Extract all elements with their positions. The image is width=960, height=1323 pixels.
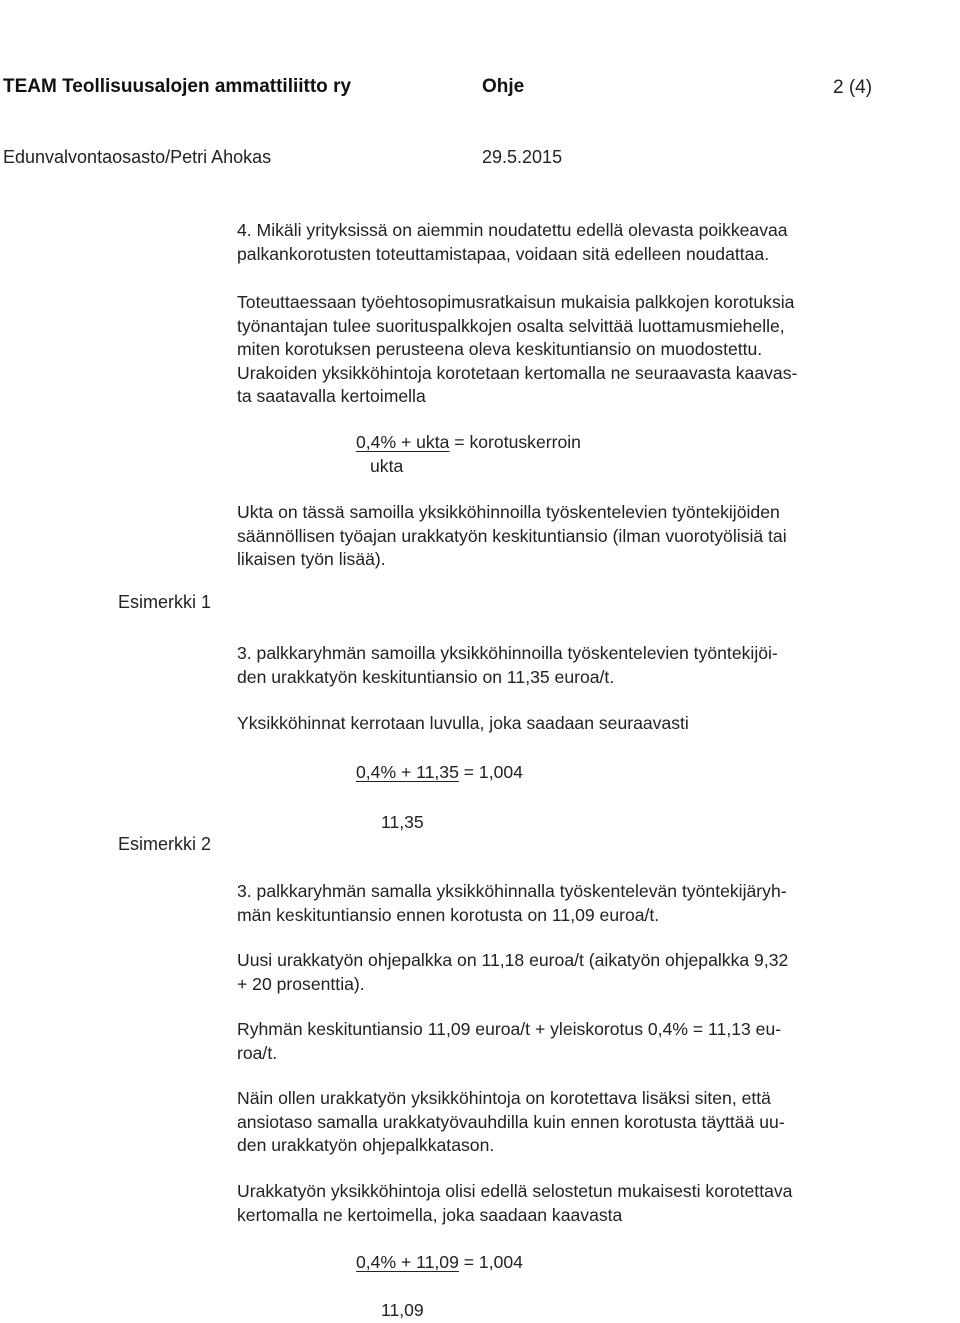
section-4-paragraph	[237, 219, 877, 266]
formula-result: = korotuskerroin	[449, 432, 581, 452]
formula-numerator: 0,4% + 11,35	[356, 762, 459, 782]
text-line: män keskituntiansio ennen korotusta on 11,09 euroa/t.	[237, 904, 660, 925]
text-line: likaisen työn lisää).	[237, 549, 386, 569]
example-1-formula	[356, 762, 523, 783]
text-line: työnantajan tulee suorituspalkkojen osalta selvittää luottamusmiehelle,	[237, 315, 785, 336]
example-2-formula	[356, 1252, 523, 1273]
organization-name: TEAM Teollisuusalojen ammattiliitto ry	[3, 76, 352, 97]
example-2-label: Esimerkki 2	[118, 834, 212, 854]
text-line: ta saatavalla kertoimella	[237, 386, 426, 406]
text-line: Näin ollen urakkatyön yksikköhintoja on korotettava lisäksi siten, että	[237, 1088, 771, 1108]
text-line: ansiotaso samalla urakkatyövauhdilla kuin ennen korotusta täyttää uu-	[237, 1111, 785, 1132]
formula-denominator: 11,09	[381, 1300, 424, 1320]
example-2-paragraph-2	[237, 949, 877, 996]
example-1-multiplier-text: Yksikköhinnat kerrotaan luvulla, joka saadaan seuraavasti	[237, 713, 689, 733]
formula-numerator: 0,4% + ukta	[356, 432, 450, 452]
text-line: 3. palkkaryhmän samoilla yksikköhinnoilla työskentelevien työntekijöi-	[237, 643, 778, 663]
text-line: kertomalla ne kertoimella, joka saadaan kaavasta	[237, 1204, 623, 1225]
formula-denominator: ukta	[370, 456, 404, 476]
text-line: 4. Mikäli yrityksissä on aiemmin noudatettu edellä olevasta poikkeavaa	[237, 220, 788, 240]
example-2-paragraph-5	[237, 1180, 877, 1227]
formula-numerator: 0,4% + 11,09	[356, 1252, 459, 1272]
page-number: 2 (4)	[833, 77, 873, 98]
formula-korotuskerroin	[356, 432, 581, 453]
document-type: Ohje	[482, 76, 525, 97]
formula-denominator: 11,35	[381, 812, 424, 832]
ukta-definition	[237, 501, 877, 572]
formula-result: = 1,004	[458, 762, 523, 782]
example-1-paragraph	[237, 642, 877, 689]
text-line: den urakkatyön ohjepalkkatason.	[237, 1135, 495, 1155]
text-line: miten korotuksen perusteena oleva keskituntiansio on muodostettu.	[237, 339, 763, 359]
department: Edunvalvontaosasto/Petri Ahokas	[3, 147, 272, 167]
example-1-label: Esimerkki 1	[118, 592, 212, 612]
text-line: den urakkatyön keskituntiansio on 11,35 euroa/t.	[237, 666, 615, 687]
text-line: roa/t.	[237, 1042, 278, 1063]
text-line: Toteuttaessaan työehtosopimusratkaisun mukaisia palkkojen korotuksia	[237, 292, 795, 312]
text-line: palkankorotusten toteuttamistapaa, voidaan sitä edelleen noudattaa.	[237, 243, 770, 264]
text-line: 3. palkkaryhmän samalla yksikköhinnalla työskentelevän työntekijäryh-	[237, 881, 787, 901]
text-line: Ukta on tässä samoilla yksikköhinnoilla työskentelevien työntekijöiden	[237, 502, 780, 522]
document-date: 29.5.2015	[482, 147, 563, 167]
text-line: Urakkatyön yksikköhintoja olisi edellä selostetun mukaisesti korotettava	[237, 1181, 793, 1201]
text-line: Urakoiden yksikköhintoja korotetaan kertomalla ne seuraavasta kaavas-	[237, 362, 798, 383]
example-2-paragraph-1	[237, 880, 877, 927]
formula-result: = 1,004	[458, 1252, 523, 1272]
example-2-paragraph-3	[237, 1018, 877, 1065]
example-2-paragraph-4	[237, 1087, 877, 1158]
text-line: Uusi urakkatyön ohjepalkka on 11,18 euroa/t (aikatyön ohjepalkka 9,32	[237, 950, 789, 970]
text-line: säännöllisen työajan urakkatyön keskituntiansio (ilman vuorotyölisiä tai	[237, 525, 787, 546]
text-line: Ryhmän keskituntiansio 11,09 euroa/t + yleiskorotus 0,4% = 11,13 eu-	[237, 1019, 782, 1039]
intro-paragraph	[237, 291, 877, 409]
text-line: + 20 prosenttia).	[237, 973, 365, 994]
